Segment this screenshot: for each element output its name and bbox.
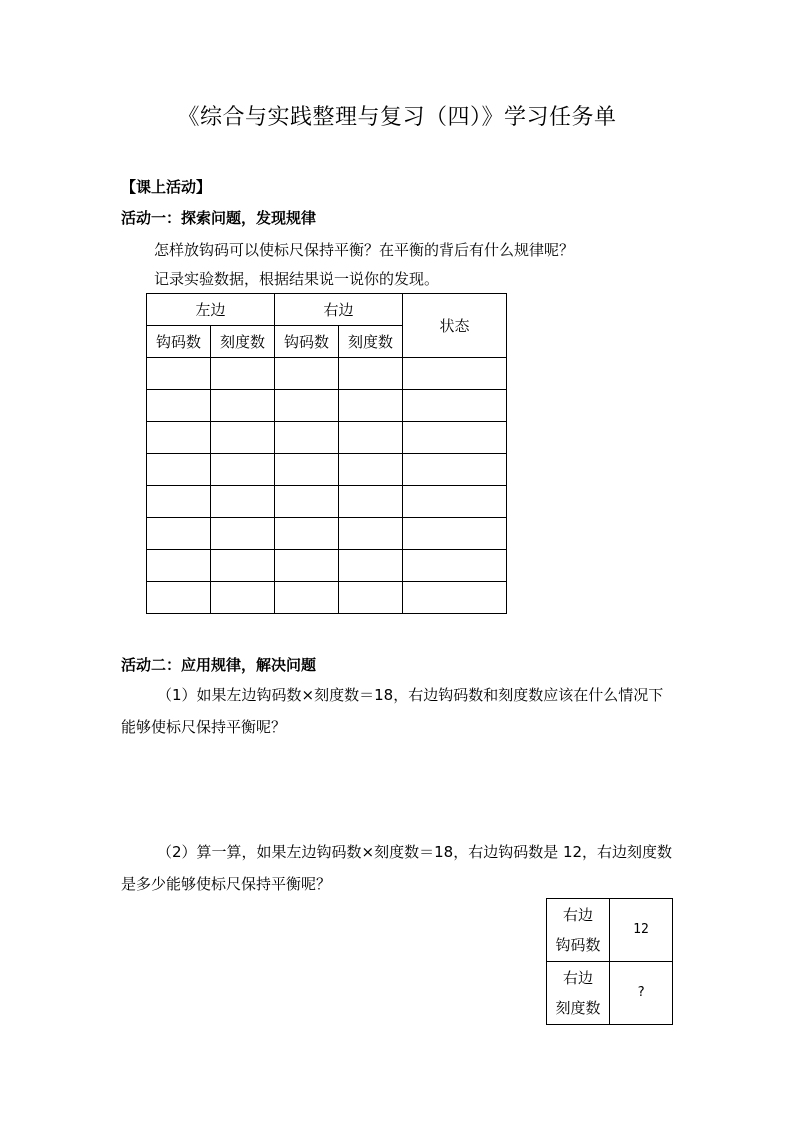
calculation-table <box>546 898 673 1025</box>
table-cell <box>147 518 211 550</box>
table-cell <box>147 582 211 614</box>
right-weights-header: 钩码数 <box>275 326 339 358</box>
table-cell <box>339 550 403 582</box>
activity2-heading: 活动二：应用规律，解决问题 <box>121 656 317 674</box>
table-cell <box>275 550 339 582</box>
left-header: 左边 <box>147 294 275 326</box>
table-cell <box>211 390 275 422</box>
table-cell <box>211 358 275 390</box>
table-cell <box>339 422 403 454</box>
table-cell <box>403 582 507 614</box>
right-weights-label <box>547 899 610 962</box>
table-row <box>147 390 507 422</box>
table-row <box>147 422 507 454</box>
table-cell <box>211 454 275 486</box>
activity1-question: 怎样放钩码可以使标尺保持平衡？在平衡的背后有什么规律呢？ <box>154 241 575 259</box>
table-cell <box>275 486 339 518</box>
table-cell <box>339 454 403 486</box>
table-cell <box>403 358 507 390</box>
right-scale-label-line1: 右边 <box>562 969 593 987</box>
right-scale-label <box>547 962 610 1025</box>
table-cell <box>275 518 339 550</box>
table-cell <box>211 486 275 518</box>
right-scale-label-line2: 刻度数 <box>555 999 601 1017</box>
right-weights-label-line2: 钩码数 <box>555 936 601 954</box>
right-weights-value: 12 <box>610 899 673 962</box>
table-row <box>147 550 507 582</box>
section-heading: 【课上活动】 <box>121 178 212 196</box>
table-cell <box>147 486 211 518</box>
table-cell <box>275 454 339 486</box>
table-cell <box>275 390 339 422</box>
table-cell <box>339 582 403 614</box>
activity2-question-1: （1）如果左边钩码数×刻度数＝18，右边钩码数和刻度数应该在什么情况下能够使标尺保持平衡呢？ <box>121 686 664 736</box>
table-cell <box>339 486 403 518</box>
table-cell <box>147 390 211 422</box>
table-cell <box>211 422 275 454</box>
table-row <box>147 582 507 614</box>
table-cell <box>211 582 275 614</box>
right-scale-header: 刻度数 <box>339 326 403 358</box>
activity1-heading: 活动一：探索问题，发现规律 <box>121 209 317 227</box>
table-row <box>147 486 507 518</box>
table-row <box>147 358 507 390</box>
table-row <box>147 454 507 486</box>
table-cell <box>275 582 339 614</box>
table-row <box>147 518 507 550</box>
table-cell <box>147 422 211 454</box>
right-scale-value: ? <box>610 962 673 1025</box>
right-header: 右边 <box>275 294 403 326</box>
left-weights-header: 钩码数 <box>147 326 211 358</box>
table-cell <box>403 454 507 486</box>
table-cell <box>403 390 507 422</box>
table-cell <box>403 486 507 518</box>
table-cell <box>339 390 403 422</box>
table-cell <box>211 518 275 550</box>
table-cell <box>403 550 507 582</box>
right-weights-label-line1: 右边 <box>562 906 593 924</box>
table-cell <box>339 518 403 550</box>
state-header: 状态 <box>403 294 507 358</box>
experiment-table-body <box>147 358 507 614</box>
table-cell <box>147 550 211 582</box>
activity2-question-2: （2）算一算，如果左边钩码数×刻度数＝18，右边钩码数是 12，右边刻度数是多少能够使标尺保持平衡呢？ <box>121 843 673 893</box>
table-cell <box>211 550 275 582</box>
left-scale-header: 刻度数 <box>211 326 275 358</box>
experiment-table <box>146 293 507 614</box>
table-cell <box>147 358 211 390</box>
activity1-instruction: 记录实验数据，根据结果说一说你的发现。 <box>154 270 440 288</box>
table-cell <box>275 422 339 454</box>
table-cell <box>403 518 507 550</box>
table-cell <box>339 358 403 390</box>
table-cell <box>147 454 211 486</box>
table-cell <box>403 422 507 454</box>
page-title: 《综合与实践整理与复习（四）》学习任务单 <box>177 105 617 130</box>
table-cell <box>275 358 339 390</box>
